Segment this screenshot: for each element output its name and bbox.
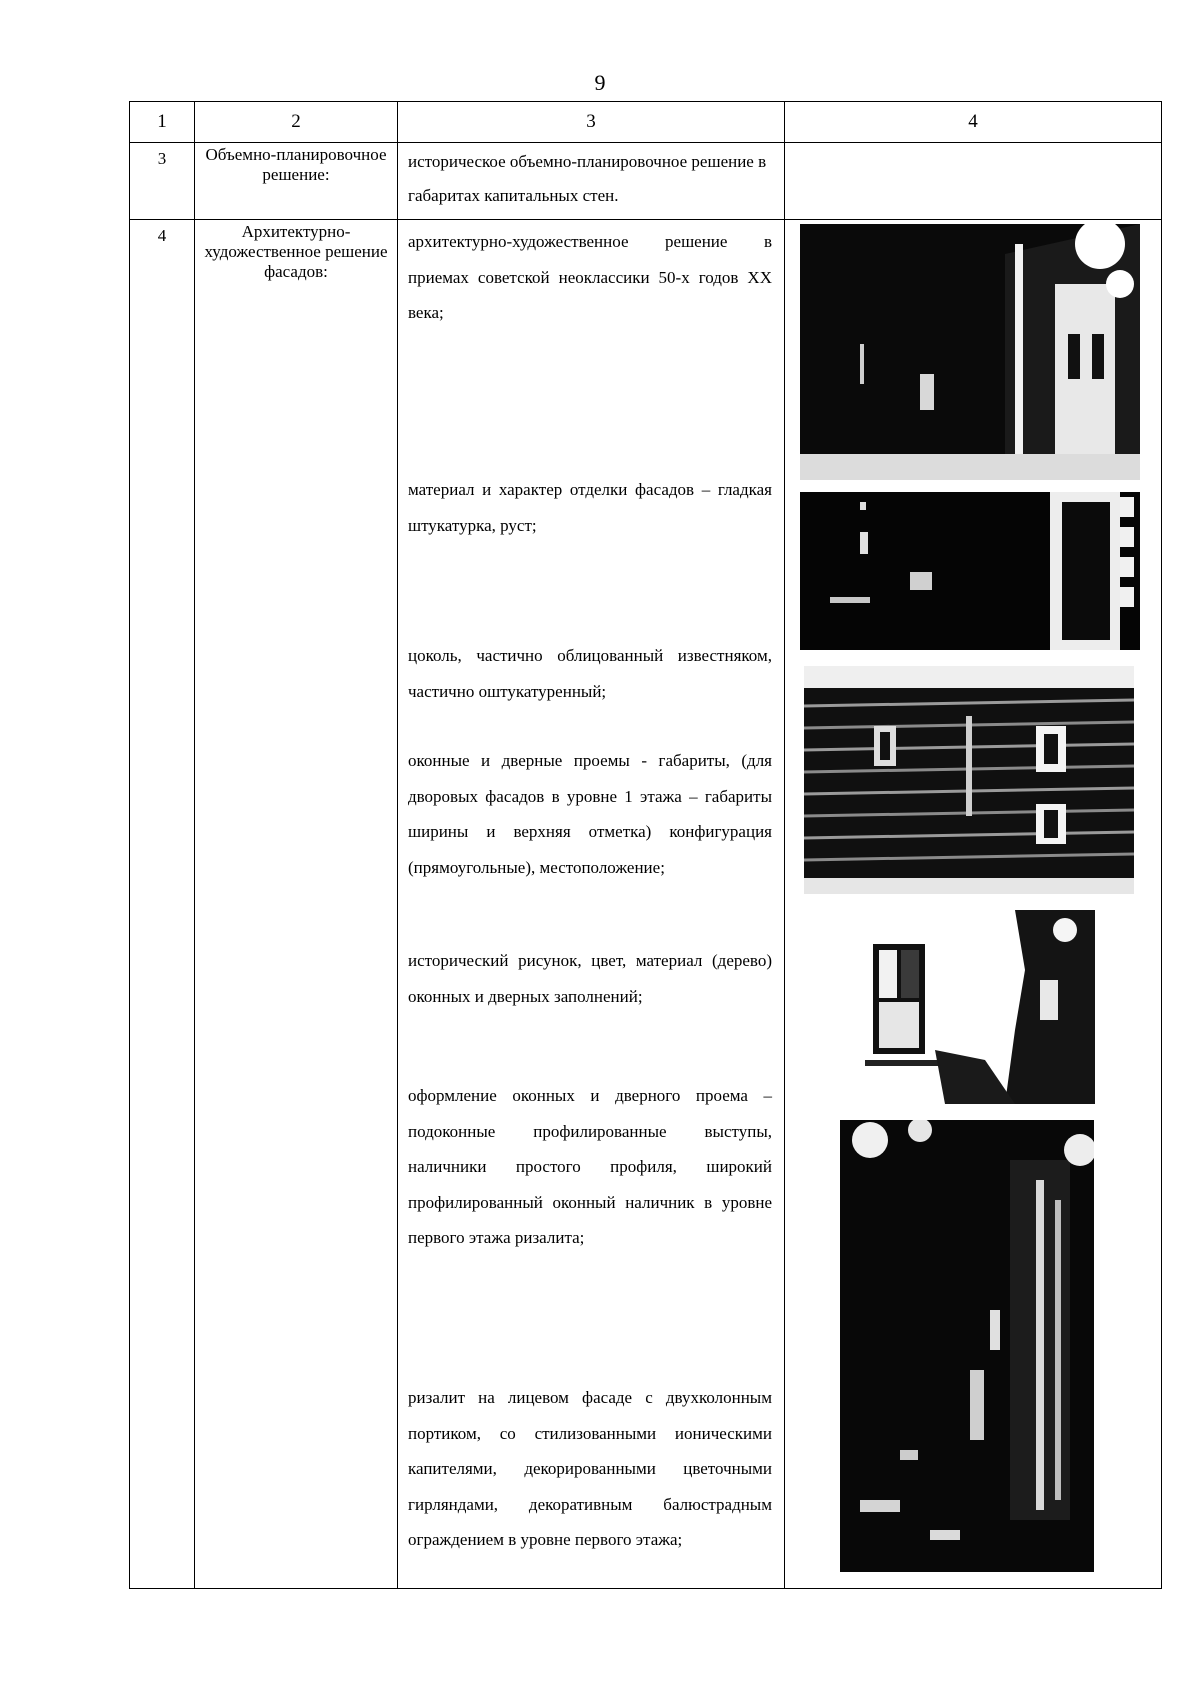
header-cell: 1 <box>130 102 195 143</box>
protection-subject-table <box>129 101 1162 1589</box>
description-item: ризалит на лицевом фасаде с двухколонным портиком, со стилизованными ионическими капителями, декорированными цветочными гирляндами, декоративным балюстрадным ограждением в уровне первого этажа; <box>408 1388 772 1549</box>
row-photo-cell <box>785 220 1162 1589</box>
description-item: материал и характер отделки фасадов – гладкая штукатурка, руст; <box>408 480 772 535</box>
header-cell: 3 <box>398 102 785 143</box>
row-name: Объемно-планировочное решение: <box>195 143 398 220</box>
description-item: архитектурно-художественное решение в приемах советской неоклассики 50-х годов XX века; <box>408 232 772 322</box>
row-photo-cell <box>785 143 1162 220</box>
description-item: исторический рисунок, цвет, материал (дерево) оконных и дверных заполнений; <box>408 951 772 1006</box>
page-number: 9 <box>594 70 606 95</box>
table-row <box>130 143 1162 220</box>
row-name: Архитектурно-художественное решение фасадов: <box>195 220 398 1589</box>
table-header-row <box>130 102 1162 143</box>
wall-finish-photo <box>800 492 1140 650</box>
window-fill-photo <box>855 910 1095 1104</box>
row-number: 3 <box>130 143 195 220</box>
header-cell: 2 <box>195 102 398 143</box>
header-cell: 4 <box>785 102 1162 143</box>
row-description: историческое объемно-планировочное решение в габаритах капитальных стен. <box>398 143 785 220</box>
description-item: цоколь, частично облицованный известняком, частично оштукатуренный; <box>408 646 772 701</box>
plinth-windows-photo <box>804 666 1134 894</box>
facade-photo <box>800 224 1140 480</box>
description-item: оконные и дверные проемы - габариты, (для дворовых фасадов в уровне 1 этажа – габариты ширины и верхняя отметка) конфигурация (прямоугольные), местоположение; <box>408 751 772 877</box>
row-description <box>398 220 785 1589</box>
row-number: 4 <box>130 220 195 1589</box>
description-item: оформление оконных и дверного проема – подоконные профилированные выступы, наличники простого профиля, широкий профилированный оконный наличник в уровне первого этажа ризалита; <box>408 1086 772 1247</box>
table-row <box>130 220 1162 1589</box>
portico-photo <box>840 1120 1094 1572</box>
